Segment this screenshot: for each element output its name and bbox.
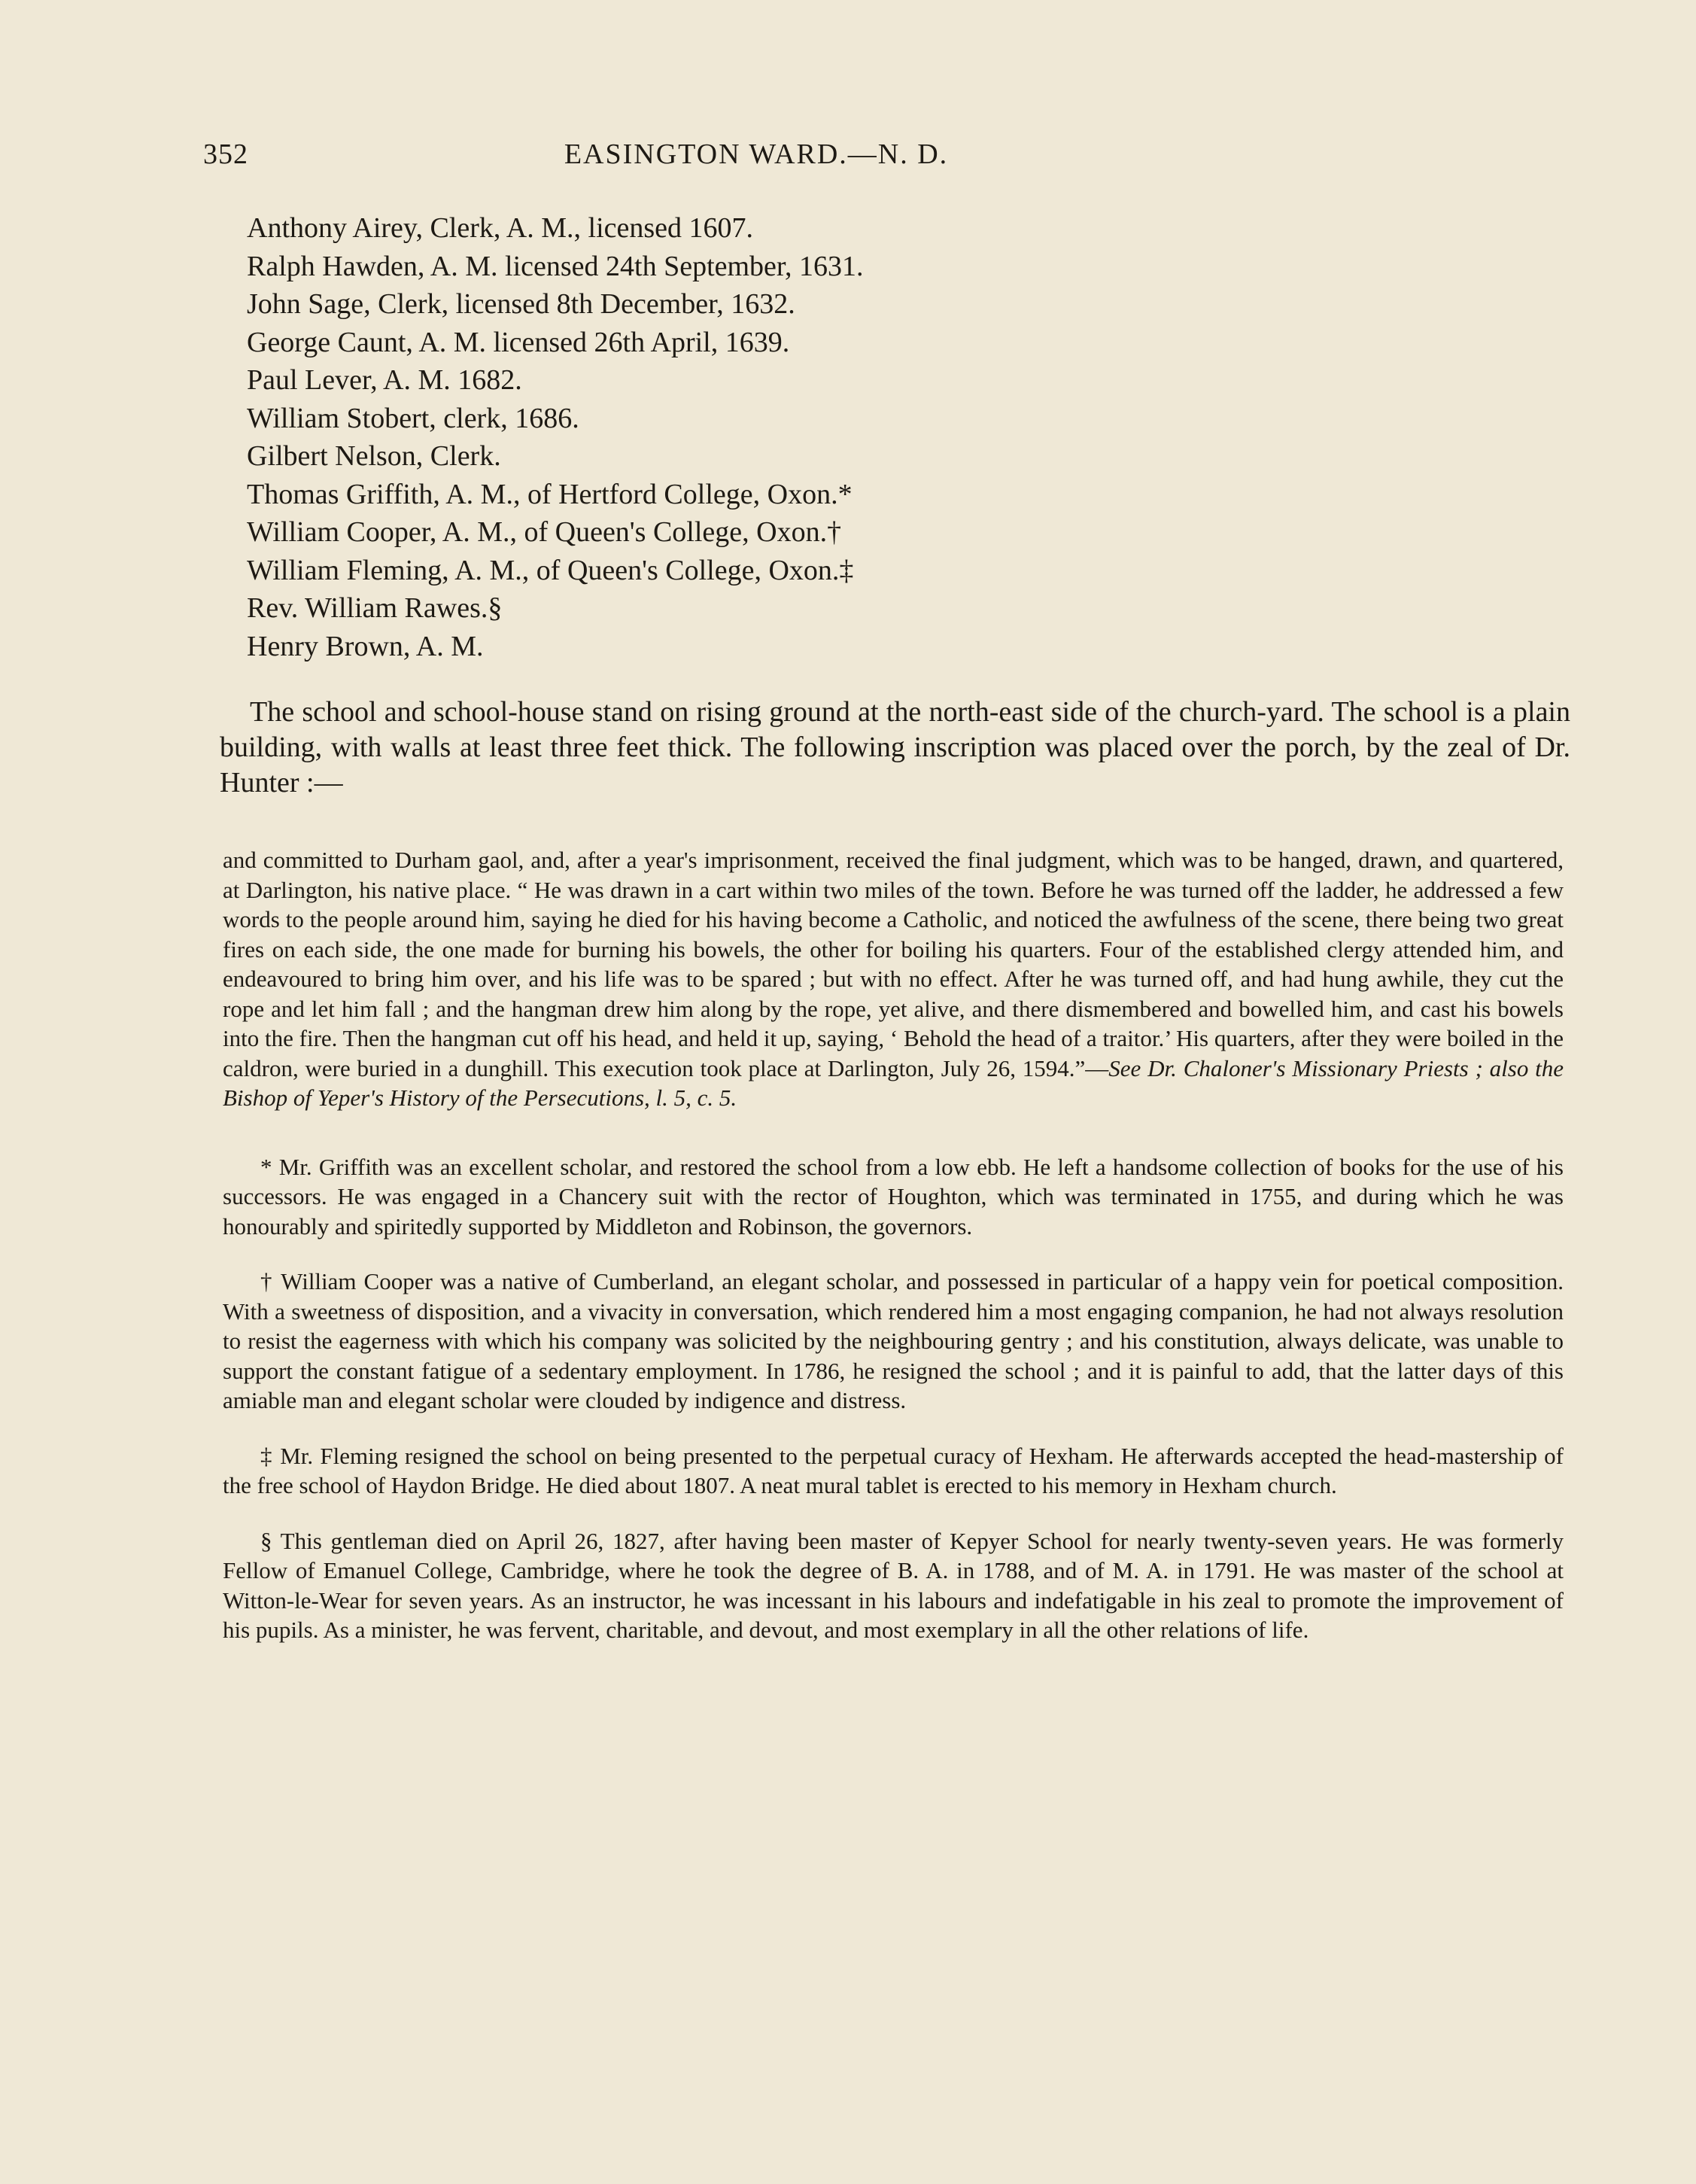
footnote-citation: See Dr. Chaloner's Missionary Priests ; also the Bishop of Yeper's History of the Persecutions, l. 5, c. 5. (223, 1054, 1564, 1111)
footnote-griffith: * Mr. Griffith was an excellent scholar, and restored the school from a low ebb. He left a handsome collection of books for the use of his successors. He was engaged in a Chancery suit with the rector of Houghton, which was terminated in 1755, and during which he was honourably and spiritedly supported by Middleton and Robinson, the governors. (223, 1153, 1564, 1240)
footnotes (223, 845, 1564, 1671)
page-header (203, 138, 1573, 183)
footnote-continued (223, 845, 1564, 1113)
incumbent-entry: William Stobert, clerk, 1686. (247, 402, 579, 434)
incumbent-entry: Anthony Airey, Clerk, A. M., licensed 1607. (247, 212, 754, 244)
incumbent-entry: John Sage, Clerk, licensed 8th December, 1632. (247, 288, 795, 320)
incumbent-entry: Henry Brown, A. M. (247, 630, 484, 662)
incumbent-list (247, 209, 1571, 665)
page-number: 352 (203, 138, 248, 170)
incumbent-entry: Gilbert Nelson, Clerk. (247, 440, 501, 472)
footnote-cooper: † William Cooper was a native of Cumberland, an elegant scholar, and possessed in particular of a happy vein for poetical composition. With a sweetness of disposition, and a vivacity in conversation, which rendered him a most engaging companion, he had not always resolution to resist the eagerness with which his company was solicited by the neighbouring gentry ; and his constitution, always delicate, was unable to support the constant fatigue of a sedentary employment. In 1786, he resigned the school ; and it is painful to add, that the latter days of this amiable man and elegant scholar were clouded by indigence and distress. (223, 1268, 1564, 1413)
school-paragraph: The school and school-house stand on rising ground at the north-east side of the church-yard. The school is a plain building, with walls at least three feet thick. The following inscription was placed over the porch, by the zeal of Dr. Hunter :— (220, 696, 1570, 798)
footnote-fleming: ‡ Mr. Fleming resigned the school on being presented to the perpetual curacy of Hexham. He afterwards accepted the head-mastership of the free school of Haydon Bridge. He died about 1807. A neat mural tablet is erected to his memory in Hexham church. (223, 1442, 1564, 1498)
incumbent-entry: Paul Lever, A. M. 1682. (247, 364, 522, 396)
incumbent-entry: Rev. William Rawes.§ (247, 592, 503, 624)
incumbent-entry: George Caunt, A. M. licensed 26th April, 1639. (247, 326, 790, 358)
incumbent-entry: William Fleming, A. M., of Queen's College, Oxon.‡ (247, 554, 854, 586)
footnote-rawes: § This gentleman died on April 26, 1827, after having been master of Kepyer School for nearly twenty-seven years. He was formerly Fellow of Emanuel College, Cambridge, where he took the degree of B. A. in 1788, and of M. A. in 1791. He was master of the school at Witton-le-Wear for seven years. As an instructor, he was incessant in his labours and indefatigable in his zeal to promote the improvement of his pupils. As a minister, he was fervent, charitable, and devout, and most exemplary in all the other relations of life. (223, 1527, 1564, 1643)
incumbent-entry: Thomas Griffith, A. M., of Hertford College, Oxon.* (247, 478, 853, 510)
incumbent-entry: William Cooper, A. M., of Queen's College, Oxon.† (247, 516, 842, 548)
footnote-continued-text: and committed to Durham gaol, and, after a year's imprisonment, received the final judgment, which was to be hanged, drawn, and quartered, at Darlington, his native place. “ He was drawn in a cart within two miles of the town. Before he was turned off the ladder, he addressed a few words to the people around him, saying he died for his having become a Catholic, and noticed the awfulness of the scene, there being two great fires on each side, the one made for burning his bowels, the other for boiling his quarters. Four of the established clergy attended him, and endeavoured to bring him over, and his life was to be spared ; but with no effect. After he was turned off, and had hung awhile, they cut the rope and let him fall ; and the hangman drew him along by the rope, yet alive, and there dismembered and bowelled him, and cast his bowels into the fire. Then the hangman cut off his head, and held it up, saying, ‘ Behold the head of a traitor.’ His quarters, after they were boiled in the caldron, were buried in a dunghill. This execution took place at Darlington, July 26, 1594.”— (223, 847, 1564, 1081)
incumbent-entry: Ralph Hawden, A. M. licensed 24th September, 1631. (247, 250, 864, 282)
running-head: EASINGTON WARD.—N. D. (564, 138, 949, 170)
